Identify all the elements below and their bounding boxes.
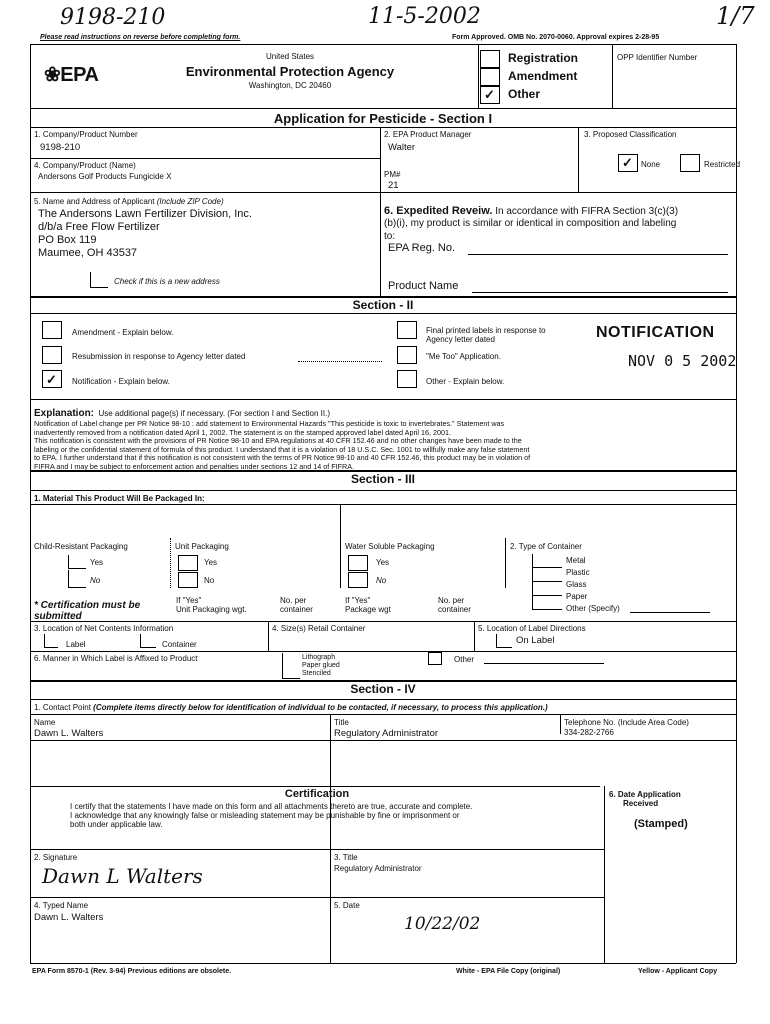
explanation-line: FIFRA and I may be subject to enforcement action and penalties under sections 12 and 14 of FIFRA.: [34, 461, 355, 471]
contact-name-label: Name: [34, 718, 56, 727]
date-label: 5. Date: [334, 901, 360, 910]
product-manager: Walter: [388, 142, 416, 153]
check-icon: ✓: [46, 372, 57, 387]
child-no-checkbox[interactable]: [68, 570, 86, 588]
pm-number: 21: [388, 180, 399, 191]
opp-identifier-label: OPP Identifier Number: [617, 53, 698, 62]
section-4-title: Section - IV: [350, 682, 416, 696]
signed-date: 10/22/02: [404, 914, 481, 934]
notification-stamp-date: NOV 0 5 2002: [628, 352, 737, 370]
address-line: The Andersons Lawn Fertilizer Division, Inc.: [38, 208, 252, 220]
on-label-option: On Label: [516, 635, 555, 646]
classification-label: 3. Proposed Classification: [584, 130, 677, 139]
container-paper: Paper: [566, 592, 588, 601]
container-metal: Metal: [566, 556, 586, 565]
child-yes: Yes: [90, 558, 104, 567]
product-name-field[interactable]: [472, 292, 728, 293]
classification-none-checkbox[interactable]: [618, 154, 638, 172]
paper-glued-option: Paper glued: [302, 662, 340, 669]
paper-checkbox[interactable]: [532, 596, 562, 610]
phone-number: 334-282-2766: [564, 728, 614, 737]
other-explain-checkbox[interactable]: [397, 370, 417, 388]
unit-packaging-label: Unit Packaging: [175, 542, 229, 551]
lithograph-option: Lithograph: [302, 654, 336, 661]
resubmission: Resubmission in response to Agency letter dated: [72, 352, 246, 361]
affixed-other-checkbox[interactable]: [428, 652, 442, 665]
on-label-checkbox[interactable]: [496, 634, 512, 648]
child-yes-checkbox[interactable]: [68, 555, 86, 569]
agency-letter-dated: Agency letter dated: [426, 335, 495, 344]
stenciled-option: Stenciled: [302, 670, 331, 677]
unit-no: No: [204, 576, 215, 585]
unit-packaging-wgt: Unit Packaging wgt.: [176, 605, 247, 614]
applicant-address: [38, 208, 252, 260]
new-address-note: Check if this is a new address: [114, 277, 220, 286]
net-container-option: Container: [162, 640, 197, 649]
section-2-title: Section - II: [352, 298, 414, 312]
child-resistant-label: Child-Resistant Packaging: [34, 542, 128, 551]
unit-no-per: No. per: [280, 596, 307, 605]
child-no: No: [90, 576, 101, 585]
classification-restricted: Restricted: [704, 160, 741, 169]
classification-restricted-checkbox[interactable]: [680, 154, 700, 172]
container-plastic: Plastic: [566, 568, 590, 577]
date-received-label: 6. Date Application Received: [609, 790, 681, 808]
opt-amendment: Amendment: [508, 69, 578, 83]
instructions-note: Please read instructions on reverse before completing form.: [40, 34, 241, 41]
section-3-title: Section - III: [350, 472, 415, 486]
net-label-checkbox[interactable]: [44, 634, 58, 648]
glass-checkbox[interactable]: [532, 582, 562, 596]
affixed-other: Other: [454, 655, 475, 664]
expedited-review: 6. Expedited Reveiw. In accordance with FIFRA Section 3(c)(3): [384, 205, 679, 217]
certification-line: I certify that the statements I have made on this form and all attachments thereto are true, accurate and complete.: [70, 802, 473, 811]
final-printed-labels: Final printed labels in response to: [426, 326, 546, 335]
phone-label: Telephone No. (Include Area Code): [564, 718, 689, 727]
plastic-checkbox[interactable]: [532, 568, 562, 582]
unit-container: container: [280, 605, 313, 614]
explanation-line: to EPA. I further understand that if this notification is not consistent with the terms of PR Notice 98-10 and 40 CFR 152.46, this product may be in violation of: [34, 453, 531, 463]
metal-checkbox[interactable]: [532, 554, 562, 568]
affixed-other-field[interactable]: [484, 663, 604, 664]
resubmission-date-field[interactable]: [298, 361, 382, 362]
unit-yes-checkbox[interactable]: [178, 555, 198, 571]
me-too-application: "Me Too" Application.: [426, 352, 501, 361]
lithograph-checkbox[interactable]: [282, 653, 300, 679]
epa-reg-no-field[interactable]: [468, 254, 728, 255]
retail-container-label: 4. Size(s) Retail Container: [272, 624, 366, 633]
me-too-checkbox[interactable]: [397, 346, 417, 364]
label-directions-label: 5. Location of Label Directions: [478, 624, 586, 633]
final-printed-checkbox[interactable]: [397, 321, 417, 339]
container-glass: Glass: [566, 580, 587, 589]
water-container: container: [438, 605, 471, 614]
certification-line: I acknowledge that any knowingly false or misleading statement may be punishable by fine or imprisonment or: [70, 811, 460, 820]
contact-point-label: 1. Contact Point (Complete items directly below for identification of individual to be contacted, if necessary, to process this application.): [34, 703, 548, 712]
form-number: EPA Form 8570-1 (Rev. 3-94) Previous editions are obsolete.: [32, 968, 232, 975]
contact-title-label: Title: [334, 718, 349, 727]
explanation-line: inadvertently removed from a notification dated April 1, 2002. The statement is on the stamped approved label dated April 16, 2001.: [34, 427, 451, 437]
form-approved: Form Approved. OMB No. 2070-0060. Approval expires 2-28-95: [452, 34, 660, 41]
certification-title: Certification: [284, 788, 350, 800]
new-address-checkbox[interactable]: [90, 272, 108, 288]
address-line: PO Box 119: [38, 234, 97, 246]
title-value: Regulatory Administrator: [334, 864, 422, 873]
water-no: No: [376, 576, 387, 585]
amendment-explain: Amendment - Explain below.: [72, 328, 174, 337]
white-copy: White - EPA File Copy (original): [456, 968, 561, 975]
explanation-text: [34, 420, 734, 472]
handwritten-date: 11-5-2002: [368, 4, 481, 29]
expedited-review-text: (b)(i), my product is similar or identical in composition and labeling: [384, 218, 677, 229]
other-explain: Other - Explain below.: [426, 377, 505, 386]
water-if-yes: If "Yes": [345, 596, 371, 605]
other-checkbox[interactable]: [480, 86, 500, 104]
form-title: Application for Pesticide - Section I: [273, 111, 493, 126]
header-us: United States: [265, 52, 315, 61]
pm-label: PM#: [384, 170, 401, 179]
water-package-wgt: Package wgt: [345, 605, 391, 614]
product-manager-label: 2. EPA Product Manager: [384, 130, 472, 139]
certification-line: both under applicable law.: [70, 820, 163, 829]
yellow-copy: Yellow - Applicant Copy: [638, 968, 718, 975]
contact-title: Regulatory Administrator: [334, 728, 439, 739]
classification-none: None: [641, 160, 661, 169]
container-other: Other (Specify): [566, 604, 620, 613]
net-container-checkbox[interactable]: [140, 634, 156, 648]
unit-yes: Yes: [204, 558, 218, 567]
title-label: 3. Title: [334, 853, 358, 862]
company-product-number-label: 1. Company/Product Number: [34, 130, 138, 139]
handwritten-page-number: 1/7: [716, 2, 755, 30]
epa-reg-no-label: EPA Reg. No.: [388, 242, 456, 254]
address-line: d/b/a Free Flow Fertilizer: [38, 221, 160, 233]
water-yes: Yes: [376, 558, 390, 567]
explanation-line: Notification of Label change per PR Notice 98-10 : add statement to Environmental Hazards "This pesticide is toxic to invertebrates." Statement was: [34, 419, 505, 428]
notification-checkbox[interactable]: [42, 370, 62, 388]
unit-if-yes: If "Yes": [176, 596, 202, 605]
opt-registration: Registration: [508, 51, 579, 65]
header-city: Washington, DC 20460: [248, 81, 332, 90]
check-icon: ✓: [484, 87, 495, 102]
typed-name: Dawn L. Walters: [34, 912, 104, 923]
date-received-stamped: (Stamped): [634, 818, 688, 830]
notification-explain: Notification - Explain below.: [72, 377, 170, 386]
container-type-label: 2. Type of Container: [510, 542, 582, 551]
explanation-label: Explanation: Use additional page(s) if necessary. (For section I and Section II.): [34, 408, 330, 419]
label-affixed-label: 6. Manner in Which Label is Affixed to Product: [34, 654, 198, 663]
opt-other: Other: [508, 87, 541, 101]
applicant-label: 5. Name and Address of Applicant (Include ZIP Code): [34, 197, 224, 206]
signature-label: 2. Signature: [34, 853, 78, 862]
typed-name-label: 4. Typed Name: [34, 901, 89, 910]
material-packaged-label: 1. Material This Product Will Be Packaged In:: [34, 494, 205, 503]
notification-stamp-title: NOTIFICATION: [596, 324, 715, 341]
epa-flower-icon: ❀: [44, 64, 61, 86]
water-yes-checkbox[interactable]: [348, 555, 368, 571]
header-agency: Environmental Protection Agency: [185, 64, 395, 79]
handwritten-reg-number: 9198-210: [60, 5, 166, 30]
contact-name: Dawn L. Walters: [34, 728, 104, 739]
company-product-name: Andersons Golf Products Fungicide X: [38, 172, 172, 181]
epa-logo: ❀EPA: [44, 64, 99, 86]
container-other-field[interactable]: [630, 612, 710, 613]
certification-must: * Certification must be submitted: [34, 600, 141, 622]
unit-no-checkbox[interactable]: [178, 572, 198, 588]
water-soluble-label: Water Soluble Packaging: [345, 542, 435, 551]
resubmission-checkbox[interactable]: [42, 346, 62, 364]
explanation-line: This notification is consistent with the provisions of PR Notice 98-10 and EPA regulations at 40 CFR 152.46 and no other changes have been made to the: [34, 436, 522, 446]
certification-text: [70, 802, 600, 829]
water-no-per: No. per: [438, 596, 465, 605]
product-name-label: Product Name: [388, 280, 459, 292]
company-product-number: 9198-210: [40, 142, 81, 153]
company-product-name-label: 4. Company/Product (Name): [34, 161, 136, 170]
signature: Dawn L Walters: [42, 864, 203, 888]
net-contents-label: 3. Location of Net Contents Information: [34, 624, 174, 633]
amendment-checkbox[interactable]: [480, 68, 500, 86]
explanation-line: labeling or the confidential statement of formula of this product. I understand that it is a violation of 18 U.S.C. Sec. 1001 to willfully make any false statement: [34, 444, 530, 454]
water-no-checkbox[interactable]: [348, 572, 368, 588]
check-icon: ✓: [622, 155, 633, 170]
expedited-review-to: to:: [384, 231, 396, 242]
registration-checkbox[interactable]: [480, 50, 500, 68]
address-line: Maumee, OH 43537: [38, 247, 138, 259]
amendment-explain-checkbox[interactable]: [42, 321, 62, 339]
net-label-option: Label: [66, 640, 86, 649]
